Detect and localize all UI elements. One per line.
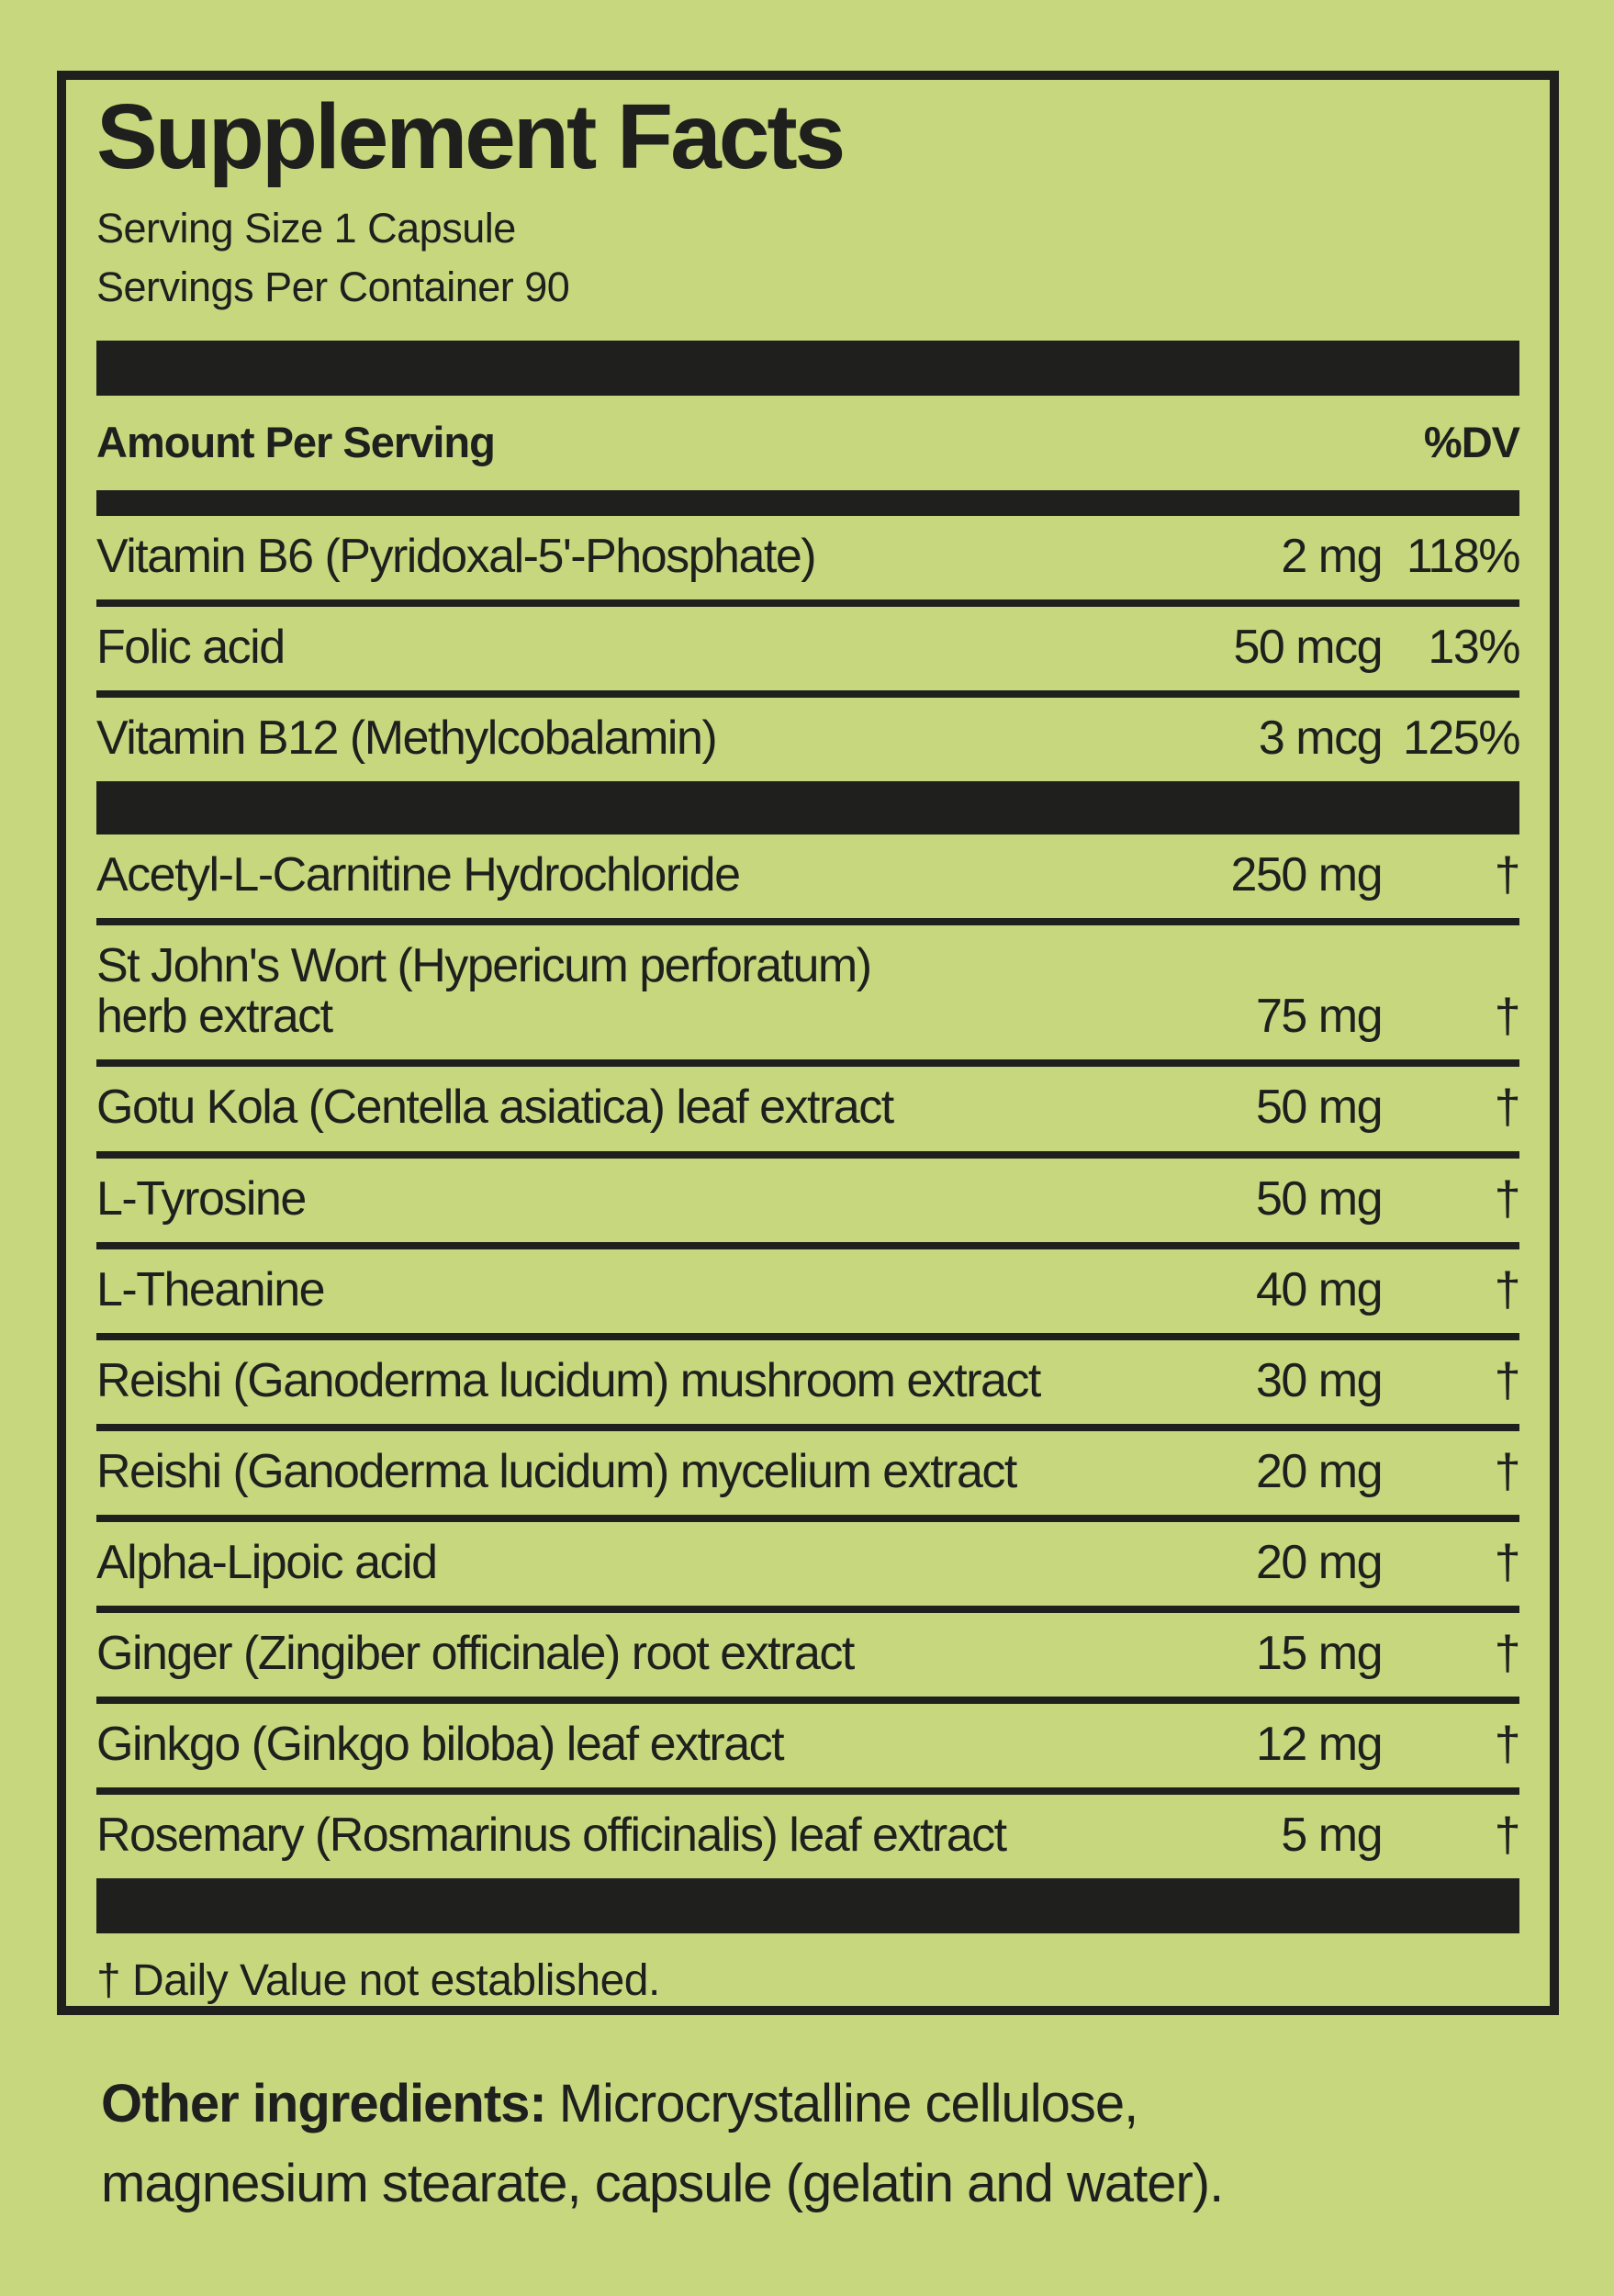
panel-title: Supplement Facts (96, 85, 844, 188)
ingredient-daily-value: † (1494, 1718, 1519, 1772)
percent-dv-header: %DV (1423, 417, 1519, 466)
botanical-rows-section (96, 834, 1519, 1878)
ingredient-row (96, 1787, 1519, 1878)
ingredient-name: Gotu Kola (Centella asiatica) leaf extract (96, 1081, 893, 1135)
ingredient-name: Rosemary (Rosmarinus officinalis) leaf extract (96, 1809, 1006, 1863)
ingredient-daily-value: † (1494, 1535, 1519, 1589)
ingredient-daily-value: 118% (1406, 529, 1519, 583)
ingredient-row (96, 1424, 1519, 1515)
ingredient-row (96, 918, 1519, 1059)
divider-bar-bottom (96, 1878, 1519, 1933)
ingredient-name: Alpha-Lipoic acid (96, 1535, 437, 1589)
ingredient-amount: 2 mg (1281, 529, 1382, 583)
ingredient-name: Acetyl-L-Carnitine Hydrochloride (96, 848, 740, 902)
other-ingredients-line2: magnesium stearate, capsule (gelatin and water). (101, 2154, 1224, 2213)
ingredient-row (96, 1242, 1519, 1333)
serving-size-text: Serving Size 1 Capsule (96, 205, 516, 252)
ingredient-amount: 30 mg (1255, 1353, 1382, 1407)
ingredient-amount: 50 mg (1255, 1081, 1382, 1135)
column-header-row (96, 396, 1519, 490)
ingredient-row (96, 1059, 1519, 1150)
ingredient-row (96, 1151, 1519, 1242)
ingredient-amount: 12 mg (1255, 1718, 1382, 1772)
serving-info (96, 199, 1519, 317)
other-ingredients-text (101, 2064, 1533, 2223)
ingredient-name: L-Theanine (96, 1262, 325, 1316)
ingredient-name: Folic acid (96, 620, 285, 674)
vitamin-rows-section (96, 516, 1519, 781)
amount-per-serving-header: Amount Per Serving (96, 417, 495, 466)
daily-value-footnote: † Daily Value not established. (96, 1956, 660, 2006)
ingredient-row (96, 690, 1519, 781)
ingredient-amount: 40 mg (1255, 1262, 1382, 1316)
ingredient-daily-value: † (1494, 1262, 1519, 1316)
ingredient-daily-value: † (1494, 1353, 1519, 1407)
ingredient-name: Ginkgo (Ginkgo biloba) leaf extract (96, 1718, 784, 1772)
divider-bar-under-header (96, 490, 1519, 516)
ingredient-row (96, 1333, 1519, 1424)
ingredient-name: Vitamin B6 (Pyridoxal-5'-Phosphate) (96, 529, 816, 583)
divider-bar-top (96, 341, 1519, 396)
ingredient-amount: 3 mcg (1258, 711, 1382, 765)
ingredient-daily-value: † (1494, 990, 1519, 1044)
ingredient-daily-value: † (1494, 1809, 1519, 1863)
servings-per-container-text: Servings Per Container 90 (96, 263, 570, 310)
ingredient-row (96, 1697, 1519, 1787)
ingredient-amount: 75 mg (1255, 990, 1382, 1044)
ingredient-name: St John's Wort (Hypericum perforatum) herb extract (96, 939, 871, 1044)
ingredient-name: Vitamin B12 (Methylcobalamin) (96, 711, 717, 765)
ingredient-name: Reishi (Ganoderma lucidum) mushroom extract (96, 1353, 1040, 1407)
ingredient-name: Reishi (Ganoderma lucidum) mycelium extract (96, 1444, 1016, 1498)
ingredient-amount: 20 mg (1255, 1535, 1382, 1589)
ingredient-daily-value: 13% (1428, 620, 1519, 674)
other-ingredients-label: Other ingredients: (101, 2074, 546, 2134)
ingredient-row (96, 516, 1519, 599)
ingredient-name: Ginger (Zingiber officinale) root extract (96, 1627, 854, 1681)
supplement-facts-panel (57, 71, 1559, 2015)
ingredient-daily-value: † (1494, 1081, 1519, 1135)
divider-bar-middle (96, 781, 1519, 834)
ingredient-daily-value: 125% (1403, 711, 1519, 765)
ingredient-amount: 50 mcg (1233, 620, 1382, 674)
ingredient-amount: 20 mg (1255, 1444, 1382, 1498)
ingredient-amount: 5 mg (1281, 1809, 1382, 1863)
ingredient-amount: 15 mg (1255, 1627, 1382, 1681)
ingredient-daily-value: † (1494, 1171, 1519, 1226)
other-ingredients-line1: Microcrystalline cellulose, (558, 2074, 1138, 2134)
ingredient-row (96, 1606, 1519, 1697)
ingredient-row (96, 599, 1519, 690)
ingredient-amount: 250 mg (1230, 848, 1382, 902)
ingredient-amount: 50 mg (1255, 1171, 1382, 1226)
ingredient-row (96, 834, 1519, 918)
ingredient-row (96, 1515, 1519, 1606)
ingredient-name: L-Tyrosine (96, 1171, 306, 1226)
ingredient-daily-value: † (1494, 1444, 1519, 1498)
ingredient-daily-value: † (1494, 1627, 1519, 1681)
ingredient-daily-value: † (1494, 848, 1519, 902)
